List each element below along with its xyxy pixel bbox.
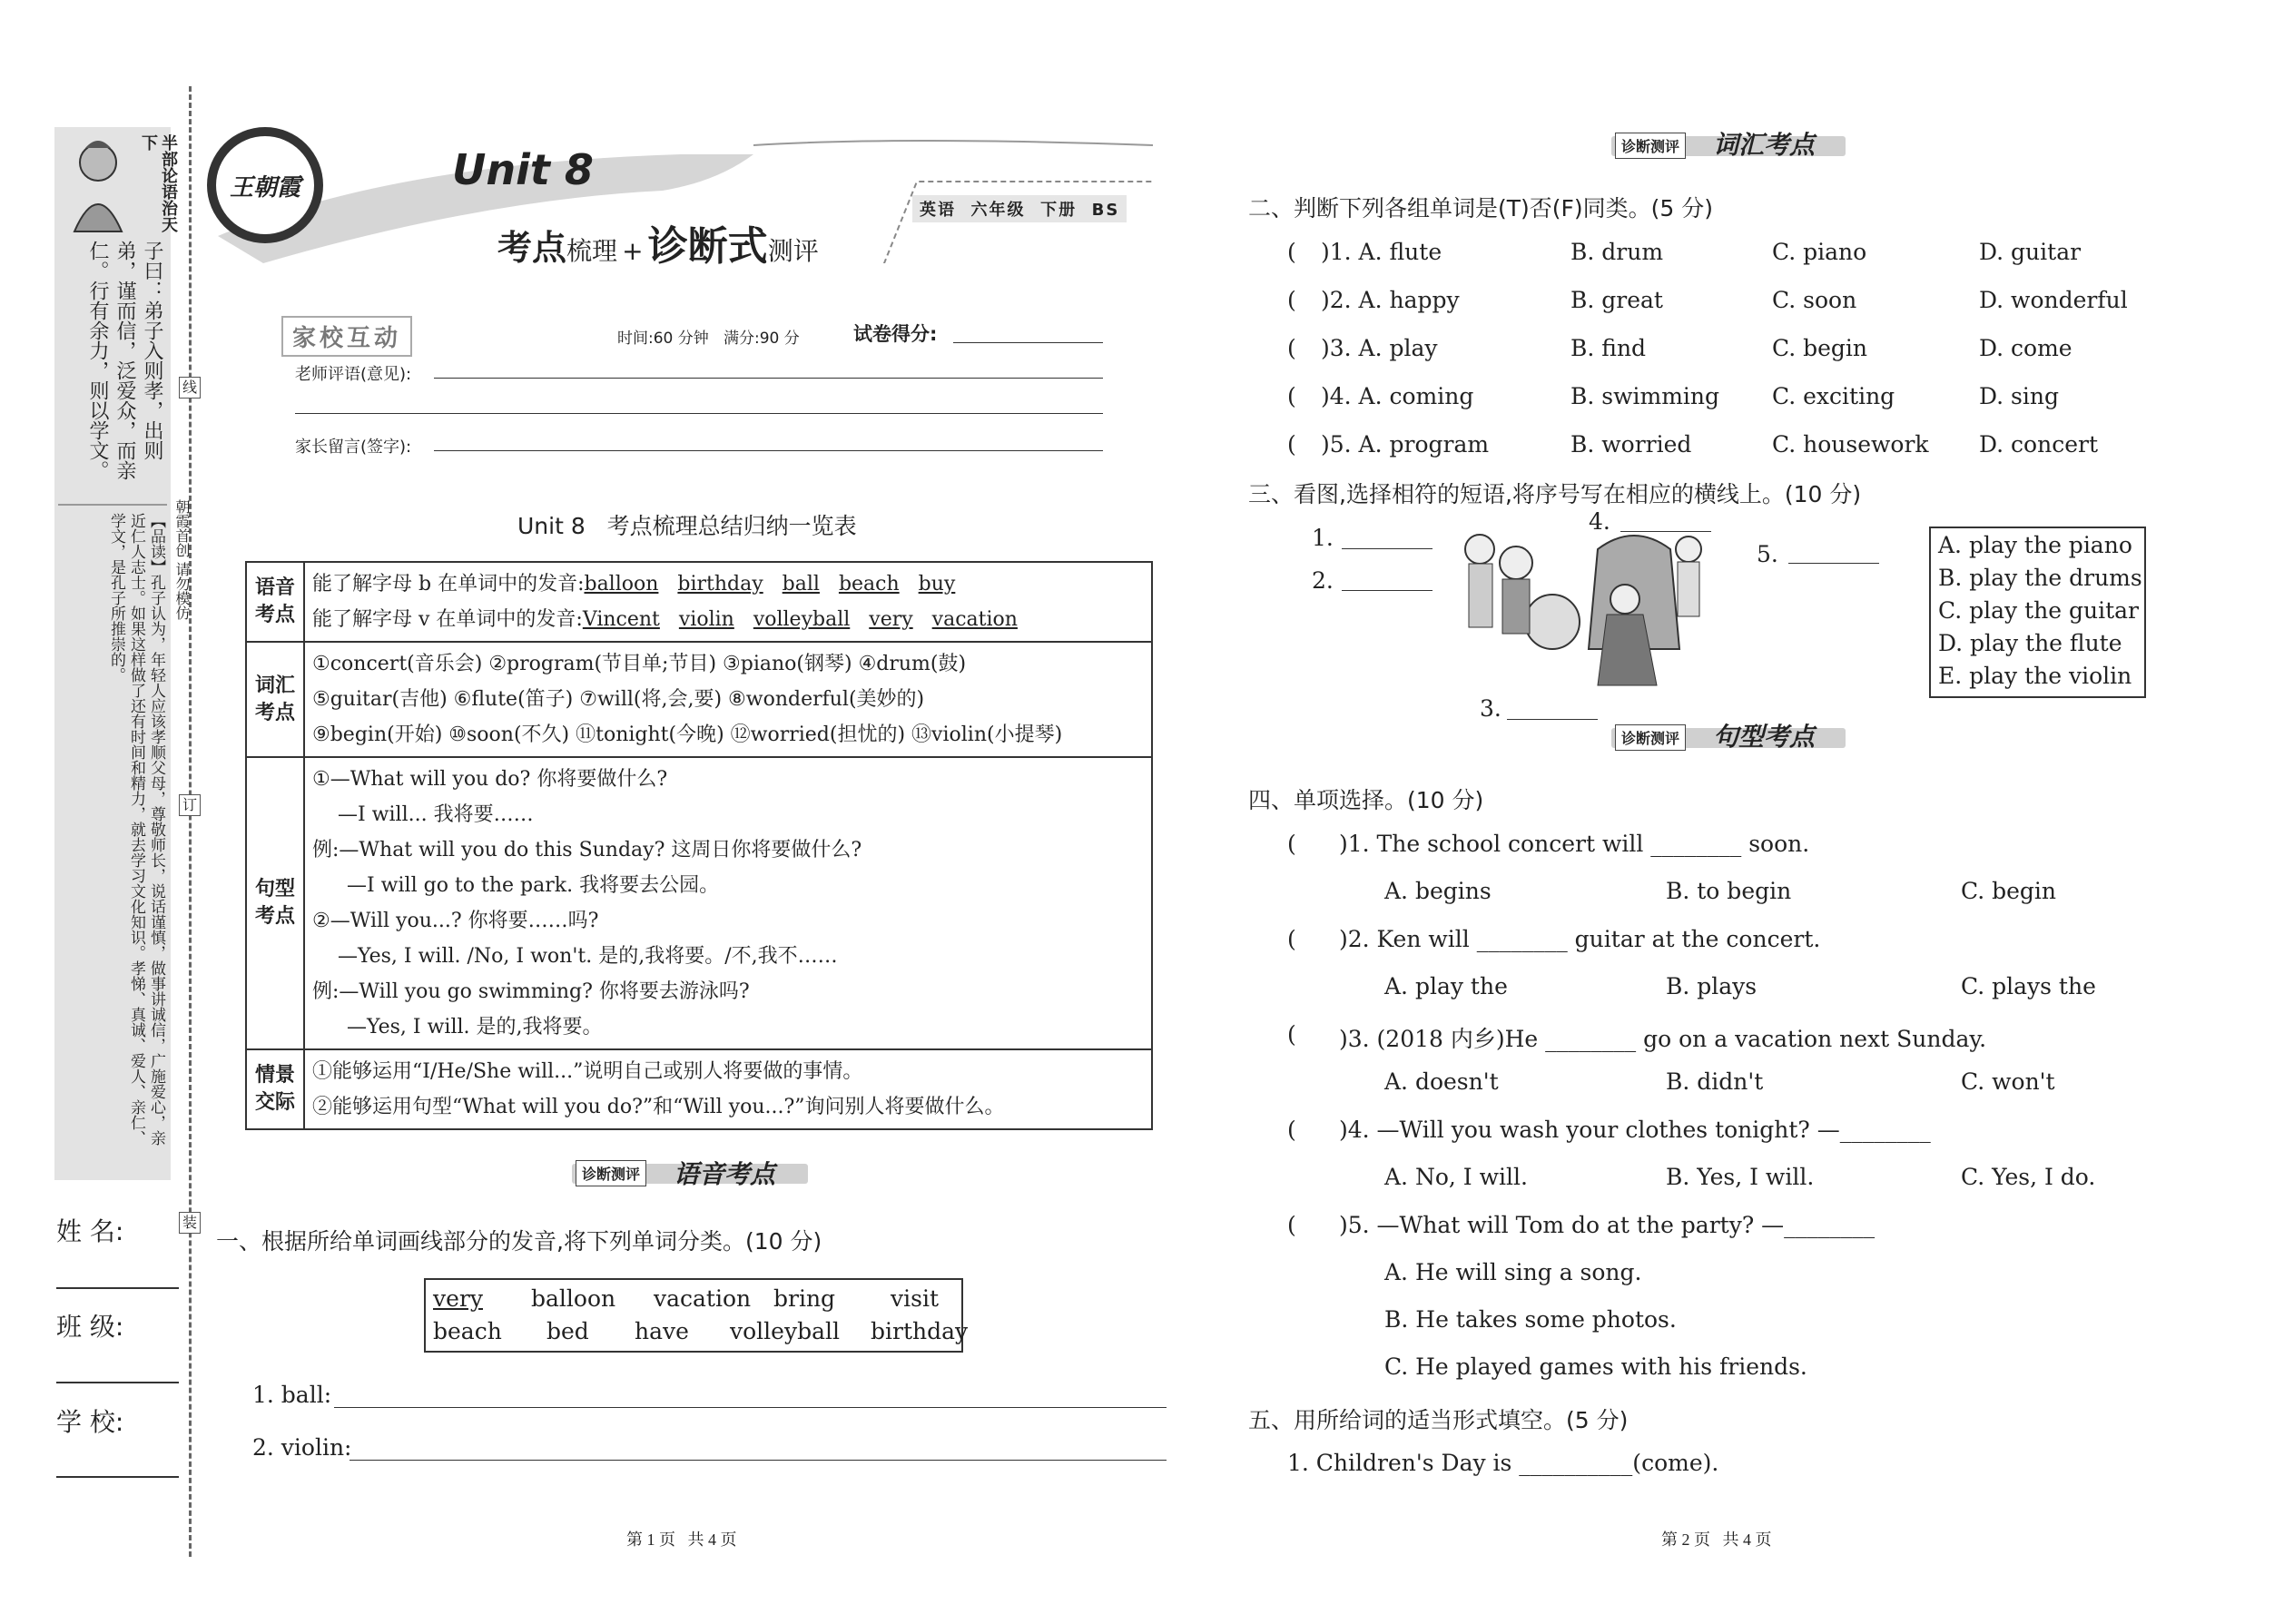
school-field[interactable] (56, 1476, 179, 1478)
sentence-line: 例:—What will you do this Sunday? 这周日你将要做什么? (312, 839, 862, 861)
part2-question: )4. A. coming (1321, 383, 1474, 409)
unit-title: Unit 8 (452, 145, 594, 194)
part2-option: D. wonderful (1979, 287, 2128, 313)
name-label: 姓 名: (56, 1216, 124, 1246)
part2-question: )3. A. play (1321, 335, 1438, 361)
blank-label-2: 2. (1312, 567, 1334, 594)
home-school-tag: 家校互动 (281, 316, 412, 357)
word: balloon (531, 1285, 616, 1312)
part2-option: D. guitar (1979, 239, 2082, 265)
word-box (424, 1278, 969, 1353)
part4-question: )2. Ken will ________ guitar at the concert. (1339, 926, 1821, 952)
page-footer-left: 第 1 页 共 4 页 (626, 1530, 737, 1549)
sentence-line: —I will... 我将要…… (338, 803, 534, 826)
part4-option: A. doesn't (1384, 1068, 1499, 1095)
part4-option: B. to begin (1666, 878, 1792, 904)
part4-option: B. plays (1666, 973, 1757, 999)
phrase-option: C. play the guitar (1938, 597, 2139, 624)
part4-option: C. begin (1961, 878, 2057, 904)
summary-title: Unit 8 考点梳理总结归纳一览表 (517, 513, 857, 539)
commentary-text: 【品读】孔子认为，年轻人应该孝顺父母，尊敬师长，说话谨慎，做事讲诚信，广施爱心，亲近仁人志士。如果这样做了还有时间和精力，就去学习文化知识。孝悌、真诚、爱人、亲仁、学文，是孔子所推崇的。 (107, 513, 165, 1146)
answer-bracket[interactable]: ( (1287, 335, 1296, 361)
teacher-comment-field-2[interactable] (295, 413, 1103, 414)
phrase-option: D. play the flute (1938, 630, 2122, 656)
part2-option: C. begin (1772, 335, 1868, 361)
part4-option: A. begins (1384, 878, 1492, 904)
phonics-line-b: 能了解字母 b 在单词中的发音:balloon birthday ball beach buy (312, 573, 956, 595)
cut-mark-ding: 订 (179, 794, 201, 816)
answer-bracket[interactable]: ( (1287, 383, 1296, 409)
phonics-section-tag: 诊断测评 语音考点 (572, 1155, 817, 1195)
score-field[interactable] (953, 342, 1103, 343)
score-label: 试卷得分: (853, 323, 938, 345)
vocab-line: ①concert(音乐会) ②program(节目单;节目) ③piano(钢琴) ④drum(鼓) (312, 653, 967, 675)
part2-heading: 二、判断下列各组单词是(T)否(F)同类。(5 分) (1248, 195, 1714, 221)
blank-label-4: 4. (1589, 508, 1610, 535)
cut-mark-zhuang: 装 (179, 1212, 201, 1234)
parent-note-field[interactable] (434, 450, 1103, 451)
confucius-quote: 子曰：弟子入则孝，出则弟，谨而信，泛爱众，而亲仁。行有余力，则以学文。 (86, 241, 163, 480)
phonics-head: 语音考点 (246, 562, 304, 642)
part2-option: C. housework (1772, 431, 1929, 458)
answer-bracket[interactable]: ( (1287, 1021, 1296, 1048)
answer-bracket[interactable]: ( (1287, 287, 1296, 313)
part4-option: A. He will sing a song. (1384, 1259, 1642, 1285)
part2-question: )1. A. flute (1321, 239, 1442, 265)
cut-line (189, 86, 192, 1557)
part4-option: B. didn't (1666, 1068, 1764, 1095)
part2-option: C. piano (1772, 239, 1867, 265)
cut-mark-xian: 线 (179, 377, 201, 399)
sentence-section-tag: 诊断测评 句型考点 (1611, 717, 1856, 757)
parent-note-label: 家长留言(签字): (295, 438, 412, 457)
class-label: 班 级: (56, 1312, 124, 1342)
answer-bracket[interactable]: ( (1287, 926, 1296, 952)
sentence-line: —Yes, I will. /No, I won't. 是的,我将要。/不,我不…… (338, 945, 838, 968)
vocab-line: ⑨begin(开始) ⑩soon(不久) ⑪tonight(今晚) ⑫worried(担忧的) ⑬violin(小提琴) (312, 723, 1063, 746)
phrase-option: B. play the drums (1938, 565, 2142, 591)
part5-item-1: 1. Children's Day is __________(come). (1287, 1450, 1719, 1476)
part5-heading: 五、用所给词的适当形式填空。(5 分) (1248, 1407, 1629, 1433)
part4-question: )1. The school concert will ________ soon. (1339, 831, 1810, 857)
word: bed (546, 1318, 589, 1344)
sentence-line: ②—Will you...? 你将要……吗? (312, 910, 599, 932)
part2-option: B. worried (1570, 431, 1692, 458)
answer-ball-label: 1. ball: (252, 1382, 332, 1408)
answer-bracket[interactable]: ( (1287, 1117, 1296, 1143)
answer-ball-field[interactable] (334, 1407, 1167, 1408)
situation-cell (304, 1049, 1152, 1129)
part4-question: )5. —What will Tom do at the party? —________ (1339, 1212, 1876, 1238)
divider (58, 504, 167, 506)
vocab-line: ⑤guitar(吉他) ⑥flute(笛子) ⑦will(将,会,要) ⑧wonderful(美妙的) (312, 688, 925, 711)
word: have (635, 1318, 689, 1344)
part4-option: C. He played games with his friends. (1384, 1353, 1807, 1380)
sentence-line: —I will go to the park. 我将要去公园。 (347, 874, 720, 897)
word: volleyball (730, 1318, 840, 1344)
sentence-cell (304, 757, 1152, 1049)
class-field[interactable] (56, 1382, 179, 1383)
part4-option: B. He takes some photos. (1384, 1306, 1677, 1333)
part4-question: )3. (2018 内乡)He ________ go on a vacation next Sunday. (1339, 1026, 1987, 1052)
name-field[interactable] (56, 1287, 179, 1289)
sentence-line: —Yes, I will. 是的,我将要。 (347, 1016, 603, 1038)
sentence-line: 例:—Will you go swimming? 你将要去游泳吗? (312, 980, 750, 1003)
part4-heading: 四、单项选择。(10 分) (1248, 787, 1484, 813)
subtitle: 考点梳理 + 诊断式测评 (497, 223, 819, 270)
side-note: 朝霞首创 请勿模仿 (173, 499, 191, 621)
phrase-option: A. play the piano (1938, 532, 2132, 558)
vocab-head: 词汇考点 (246, 642, 304, 757)
word: birthday (871, 1318, 969, 1344)
word: very (433, 1285, 483, 1312)
logo-badge (207, 127, 323, 243)
part2-question: )5. A. program (1321, 431, 1490, 458)
sentence-head: 句型考点 (246, 757, 304, 1049)
teacher-comment-label: 老师评语(意见): (295, 365, 412, 384)
blank-4[interactable] (1620, 531, 1711, 532)
part2-option: D. sing (1979, 383, 2059, 409)
sentence-line: ①—What will you do? 你将要做什么? (312, 768, 668, 791)
part4-option: C. plays the (1961, 973, 2096, 999)
part4-option: A. play the (1384, 973, 1508, 999)
phonics-cell (304, 562, 1152, 642)
band-illustration (1452, 513, 1711, 694)
phrase-options-box (1929, 527, 2146, 698)
part2-option: B. drum (1570, 239, 1664, 265)
answer-bracket[interactable]: ( (1287, 239, 1296, 265)
motto-header: 半部论语治天下 (139, 134, 178, 232)
time-info: 时间:60 分钟 满分:90 分 (617, 330, 800, 348)
situation-line: ②能够运用句型“What will you do?”和“Will you...?”询问别人将要做什么。 (312, 1096, 1005, 1118)
phrase-option: E. play the violin (1938, 663, 2132, 689)
part2-option: C. exciting (1772, 383, 1895, 409)
answer-bracket[interactable]: ( (1287, 831, 1296, 857)
word: beach (433, 1318, 502, 1344)
vocab-cell (304, 642, 1152, 757)
answer-bracket[interactable]: ( (1287, 431, 1296, 458)
part4-option: B. Yes, I will. (1666, 1164, 1815, 1190)
vocab-section-tag: 诊断测评 词汇考点 (1611, 125, 1856, 165)
part2-option: B. find (1570, 335, 1647, 361)
blank-2[interactable] (1342, 590, 1433, 591)
answer-violin-label: 2. violin: (252, 1434, 352, 1461)
part1-heading: 一、根据所给单词画线部分的发音,将下列单词分类。(10 分) (216, 1228, 822, 1255)
part4-option: C. Yes, I do. (1961, 1164, 2096, 1190)
word: bring (773, 1285, 836, 1312)
school-label: 学 校: (56, 1407, 124, 1437)
situation-head: 情景交际 (246, 1049, 304, 1129)
page-footer-right: 第 2 页 共 4 页 (1661, 1530, 1772, 1549)
part4-option: A. No, I will. (1384, 1164, 1528, 1190)
part4-option: C. won't (1961, 1068, 2055, 1095)
grade-meta: 英语 六年级 下册 BS (912, 195, 1127, 222)
situation-line: ①能够运用“I/He/She will...”说明自己或别人将要做的事情。 (312, 1060, 863, 1083)
blank-label-1: 1. (1312, 525, 1334, 551)
blank-label-3: 3. (1480, 695, 1501, 722)
confucius-illustration (56, 132, 140, 233)
part4-question: )4. —Will you wash your clothes tonight? —________ (1339, 1117, 1931, 1143)
part2-question: )2. A. happy (1321, 287, 1460, 313)
answer-violin-field[interactable] (350, 1460, 1167, 1461)
teacher-comment-field[interactable] (434, 378, 1103, 379)
part2-option: D. concert (1979, 431, 2098, 458)
blank-1[interactable] (1342, 548, 1433, 549)
phonics-line-v: 能了解字母 v 在单词中的发音:Vincent violin volleyball very vacation (312, 608, 1018, 631)
logo-text: 王朝霞 (229, 173, 300, 201)
blank-5[interactable] (1788, 563, 1879, 564)
part2-option: B. swimming (1570, 383, 1720, 409)
blank-3[interactable] (1507, 719, 1598, 720)
answer-bracket[interactable]: ( (1287, 1212, 1296, 1238)
part2-option: C. soon (1772, 287, 1857, 313)
part2-option: B. great (1570, 287, 1663, 313)
blank-label-5: 5. (1757, 541, 1778, 567)
word: vacation (654, 1285, 752, 1312)
part2-option: D. come (1979, 335, 2072, 361)
summary-table (245, 561, 1153, 1130)
part3-heading: 三、看图,选择相符的短语,将序号写在相应的横线上。(10 分) (1248, 481, 1862, 507)
word: visit (891, 1285, 939, 1312)
